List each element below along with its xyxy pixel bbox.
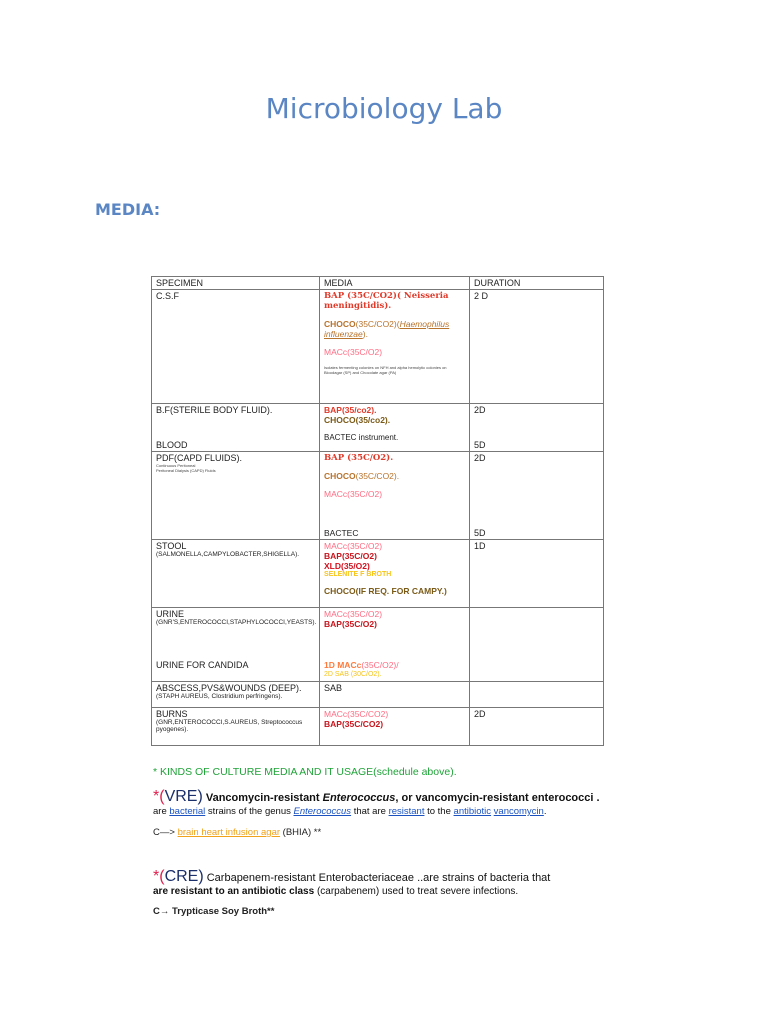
duration-cell [470,608,604,682]
media-bf-bap: BAP(35/co2). [324,405,377,415]
specimen-urine-candida: URINE FOR CANDIDA [156,660,249,670]
media-bf-bactec: BACTEC instrument. [324,433,399,442]
media-csf-choco [324,319,465,339]
media-urine-candida-1d: 1D MACc [324,660,362,670]
media-cell [320,404,470,452]
duration-cell [470,404,604,452]
specimen-cell [152,404,320,452]
media-stool-selenite: SELENITE F BROTH [324,571,392,578]
media-pdf-choco-name: CHOCO [324,471,356,481]
table-row [152,452,604,540]
link-antibiotic[interactable]: antibiotic [453,806,492,817]
header-specimen: SPECIMEN [152,277,320,290]
specimen-cell [152,708,320,746]
media-csf-choco-name: CHOCO [324,319,356,329]
vre-text1: Vancomycin-resistant [202,792,323,804]
specimen-burns: BURNS [156,709,188,719]
cre-c-text: Trypticase Soy Broth** [169,906,275,917]
duration-cell [470,682,604,708]
media-pdf-bactec: BACTEC [324,528,359,538]
table-row [152,708,604,746]
media-urine-macc: MACc(35C/O2) [324,609,383,619]
cre-culture-line [153,906,623,917]
specimen-cell [152,608,320,682]
table-row [152,682,604,708]
media-csf-macc: MACc(35C/O2) [324,347,383,357]
cre-sub1: are resistant to an antibiotic class [153,886,315,897]
table-row [152,290,604,404]
specimen-cell [152,540,320,608]
link-bacterial[interactable]: bacterial [169,806,206,817]
specimen-burns-organisms: (GNR,ENTEROCOCCI,S.AUREUS, Streptococcus pyogenes). [156,719,303,733]
media-stool-macc: MACc(35C/O2) [324,541,383,551]
duration-cell [470,540,604,608]
specimen-stool: STOOL [156,541,187,551]
media-abscess-sab: SAB [324,683,343,693]
duration-cell [470,708,604,746]
link-vancomycin[interactable]: vancomycin [493,806,544,817]
media-urine-candida [324,660,399,670]
media-cell [320,608,470,682]
media-cell [320,290,470,404]
vre-c-suffix: (BHIA) ** [280,827,322,838]
media-table [151,276,604,746]
header-duration: DURATION [470,277,604,290]
specimen-abscess: ABSCESS,PVS&WOUNDS (DEEP). [156,683,302,693]
media-urine-sab: 2D SAB (30C/O2). [324,671,382,678]
arrow-icon: → [159,906,170,917]
duration-cell [470,452,604,540]
duration-csf: 2 D [474,291,489,301]
cre-description [153,886,623,897]
vre-c-prefix: C—> [153,827,178,838]
media-pdf-choco-cond: (35C/CO2). [355,471,400,481]
vre-text2: , or vancomycin-resistant enterococci . [395,792,600,804]
link-enterococcus[interactable]: Enterococcus [293,806,352,817]
specimen-blood: BLOOD [156,440,188,450]
cre-text1: Carbapenem-resistant Enterobacteriaceae ..are strains of bacteria that [203,872,551,884]
media-urine-bap: BAP(35C/O2) [324,619,377,629]
table-header-row [152,277,604,290]
vre-sub4: to the [424,806,454,817]
table-row [152,540,604,608]
media-cell [320,540,470,608]
duration-stool: 1D [474,541,486,551]
media-stool-xld: XLD(35/O2) [324,561,370,571]
vre-genus: Enterococcus [322,792,396,804]
link-resistant[interactable]: resistant [388,806,425,817]
media-csf-choco-organism: Haemophilus influenzae [324,319,450,339]
page-title: Microbiology Lab [265,92,503,125]
vre-description [153,806,623,817]
media-csf-choco-cond: (35C/CO2)( [355,319,400,329]
cre-heading [153,868,623,886]
specimen-csf: C.S.F [156,291,180,301]
media-burns-macc: MACc(35C/CO2) [324,709,389,719]
vre-culture-line [153,827,623,838]
media-pdf-bap: BAP (35C/O2). [324,453,394,463]
duration-burns: 2D [474,709,486,719]
specimen-stool-organisms: (SALMONELLA,CAMPYLOBACTER,SHIGELLA). [156,551,300,558]
vre-heading [153,788,623,806]
vre-abbr: VRE [164,788,198,805]
media-cell [320,682,470,708]
specimen-bf: B.F(STERILE BODY FLUID). [156,405,273,415]
cre-c-prefix: C [153,906,160,917]
duration-bf: 2D [474,405,486,415]
duration-pdf: 2D [474,453,486,463]
table-row [152,404,604,452]
specimen-abscess-organisms: (STAPH AUREUS, Clostridium perfringens). [156,693,283,700]
vre-close: ) [197,788,203,805]
media-urine-candida-cond: (35C/O2)/ [361,660,399,670]
cre-sub2: (carpabenem) used to treat severe infections. [314,886,519,897]
vre-star: *( [153,788,165,805]
link-bhia[interactable]: brain heart infusion agar [177,827,281,838]
media-csf-choco-end: ). [362,329,368,339]
specimen-cell [152,682,320,708]
specimen-pdf: PDF(CAPD FLUIDS). [156,453,243,463]
media-pdf-macc: MACc(35C/O2) [324,489,383,499]
vre-sub1: are [153,806,170,817]
specimen-urine: URINE [156,609,185,619]
specimen-urine-organisms: (GNR'S,ENTEROCOCCI,STAPHYLOCOCCI,YEASTS). [156,619,317,626]
duration-cell [470,290,604,404]
specimen-cell [152,452,320,540]
duration-blood: 5D [474,440,486,450]
vre-sub3: that are [351,806,389,817]
media-cell [320,708,470,746]
cre-close: ) [198,868,204,885]
table-row [152,608,604,682]
media-bf-choco: CHOCO(35/co2). [324,415,391,425]
vre-sub6: . [543,806,547,817]
media-stool-choco: CHOCO(IF REQ. FOR CAMPY.) [324,586,447,596]
media-csf-bap: BAP (35C/CO2)( Neisseria meningitidis). [324,291,449,311]
specimen-pdf-note1: Continuous Peritoneal [156,463,196,468]
media-csf-note: Isolates fermenting colonies on NFH and alpha hemolytic colonies on Bloodagar (SP) and Chocolate agar (PA) [324,365,447,375]
specimen-cell [152,290,320,404]
cre-abbr: CRE [164,868,199,885]
media-pdf-choco [324,471,465,481]
specimen-pdf-note2: Peritoneal Dialysis (CAPD) Fluids [156,468,216,473]
media-heading: MEDIA: [95,200,161,219]
header-media: MEDIA [320,277,470,290]
duration-pdf-bactec: 5D [474,528,486,538]
media-cell [320,452,470,540]
vre-sub2: strains of the genus [205,806,294,817]
culture-media-note: * KINDS OF CULTURE MEDIA AND IT USAGE(schedule above). [153,766,457,778]
media-burns-bap: BAP(35C/CO2) [324,719,384,729]
media-stool-bap: BAP(35C/O2) [324,551,377,561]
cre-star: *( [153,868,165,885]
